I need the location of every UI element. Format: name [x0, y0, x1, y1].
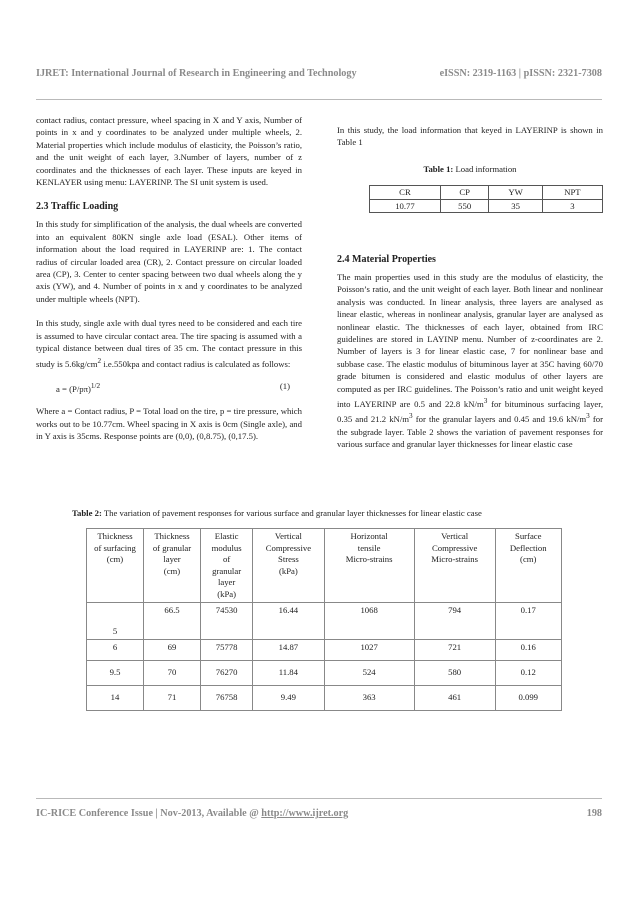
table2-cell: 0.12 — [495, 661, 562, 686]
footer-citation — [36, 808, 348, 819]
header-line: Stress — [277, 554, 299, 564]
table2-cell: 524 — [324, 661, 414, 686]
table2-cell: 0.099 — [495, 686, 562, 711]
table1-cell: 10.77 — [370, 199, 441, 212]
table2-cell: 75778 — [201, 640, 253, 661]
table2-cell: 0.16 — [495, 640, 562, 661]
table2-cell: 14.87 — [253, 640, 324, 661]
table2-header-cell — [87, 529, 144, 603]
header-line: (cm) — [106, 554, 124, 564]
header-line: (cm) — [520, 554, 537, 564]
table1-cell: 35 — [489, 199, 542, 212]
table1-cell: 550 — [440, 199, 488, 212]
superscript-2: 2 — [97, 356, 102, 365]
header-line: Compressive — [265, 542, 312, 553]
traffic-loading-paragraph: In this study for simplification of the analysis, the dual wheels are converted into an equivalent 80KN single axle load (ESAL). Other items of information about the load required in LAYERINP are: 1. The contact radius of circular loaded area (CR), 2. Contact pressure on circular loaded area (CP), 3. Center to center spacing between two dual wheels along the y axis (YW), and 4. Number of points in x and y coordinates to be analyzed under multiple wheels (NPT). — [36, 219, 302, 304]
table2-cell: 9.5 — [87, 661, 144, 686]
section-heading-traffic-loading: 2.3 Traffic Loading — [36, 201, 119, 213]
table1-data-row — [370, 199, 603, 212]
table2-header-row — [87, 529, 562, 603]
header-line: of — [223, 554, 231, 564]
header-line: Micro-strains — [431, 554, 479, 564]
table1-load-information — [369, 185, 603, 213]
header-line: Vertical — [441, 531, 469, 541]
header-line: of surfacing — [94, 542, 136, 553]
page-footer — [36, 808, 602, 819]
table2-header-cell — [144, 529, 201, 603]
table2-header-cell — [324, 529, 414, 603]
header-line: modulus — [211, 542, 242, 553]
journal-title: IJRET: International Journal of Research in Engineering and Technology — [36, 68, 357, 79]
equation-text — [56, 380, 100, 395]
material-text-b: for bituminous surfacing layer, 0.35 and 21.2 kN/m — [337, 398, 603, 425]
header-line: tensile — [357, 542, 381, 553]
table1-caption — [337, 163, 603, 175]
table2-cell: 71 — [144, 686, 201, 711]
table1-caption-label: Table 1: — [423, 163, 454, 174]
header-line: Thickness — [97, 531, 133, 541]
table2-header-cell — [495, 529, 562, 603]
table2-cell: 9.49 — [253, 686, 324, 711]
table1-header-cell: YW — [489, 186, 542, 199]
table2-cell: 11.84 — [253, 661, 324, 686]
table2-caption — [72, 508, 592, 518]
table2-row — [87, 603, 562, 640]
header-line: Horizontal — [350, 531, 388, 541]
header-line: (kPa) — [217, 588, 237, 599]
header-line: (kPa) — [278, 565, 298, 576]
page-header — [36, 68, 602, 79]
header-line: Deflection — [509, 542, 547, 553]
superscript-3: 3 — [483, 397, 488, 406]
table2-pavement-responses — [86, 528, 562, 711]
table2-row — [87, 661, 562, 686]
material-properties-paragraph — [337, 271, 603, 450]
material-text-d: for the subgrade layer. Table 2 shows the variation of pavement responses for various surface and granular layer thicknesses for linear elastic case — [337, 414, 603, 450]
dual-tyre-text-b: i.e.550kpa and contact radius is calculated as follows: — [101, 358, 291, 369]
header-line: (cm) — [163, 565, 181, 576]
dual-tyre-paragraph — [36, 317, 302, 370]
table2-cell: 721 — [414, 640, 495, 661]
header-line: layer — [163, 554, 181, 564]
table2-row — [87, 686, 562, 711]
table2-cell: 1027 — [324, 640, 414, 661]
table2-caption-label: Table 2: — [72, 508, 102, 518]
header-line: Thickness — [154, 531, 190, 541]
journal-website-link[interactable]: http://www.ijret.org — [261, 808, 349, 819]
header-line: Compressive — [431, 542, 478, 553]
header-line: of granular — [152, 542, 192, 553]
equation-base: a = (P/pπ) — [56, 383, 91, 394]
table2-cell: 70 — [144, 661, 201, 686]
table2-caption-text: The variation of pavement responses for various surface and granular layer thicknesses for linear elastic case — [101, 508, 482, 518]
superscript-3: 3 — [586, 412, 590, 421]
table1-cell: 3 — [542, 199, 602, 212]
table1-caption-text: Load information — [453, 163, 517, 174]
table2-cell: 66.5 — [144, 603, 201, 640]
table2-cell: 580 — [414, 661, 495, 686]
material-text-c: for the granular layers and 0.45 and 19.6 kN/m — [412, 414, 587, 425]
table1-header-cell: CR — [370, 186, 441, 199]
header-line: Vertical — [274, 531, 302, 541]
table2-cell: 461 — [414, 686, 495, 711]
load-info-intro: In this study, the load information that keyed in LAYERINP is shown in Table 1 — [337, 125, 603, 148]
table1-header-row — [370, 186, 603, 199]
issn-text: eISSN: 2319-1163 | pISSN: 2321-7308 — [439, 68, 602, 79]
equation-exponent: 1/2 — [90, 381, 101, 390]
section-heading-material-properties: 2.4 Material Properties — [337, 254, 436, 266]
contact-radius-paragraph: Where a = Contact radius, P = Total load on the tire, p = tire pressure, which works out to be 10.77cm. Wheel spacing in X axis is 0cm (Single axle), and in Y axis is 35cms. Response points are (0,0), (0,8.75), (0,17.5). — [36, 406, 302, 441]
table2-cell: 794 — [414, 603, 495, 640]
table2-header-cell — [201, 529, 253, 603]
material-text-a: The main properties used in this study are the modulus of elasticity, the Poisson’s ratio, and the unit weight of each layer. Both linear and nonlinear analysis was conducted. In linear analysis, three layers are analysed as linear elastic, whereas in nonlinear analysis, granular layer are analysed as nonlinear elastic. The thicknesses of each layer, obtained from IRC guidelines are stored in LAYINP menu. Number of z-coordinates are 2. Number of layers is 3 for linear elastic case, 7 for nonlinear base and subbase case. The elastic modulus of bituminous layer at 35C having 60/70 grade bitumen is considered and elastic modulus of other layers are computed as per IRC guidelines. The Poisson’s ratio and unit weight keyed into LAYERINP are 0.5 and 22.8 kN/m — [337, 272, 603, 409]
table2-cell: 1068 — [324, 603, 414, 640]
table2-header-cell — [253, 529, 324, 603]
intro-paragraph: contact radius, contact pressure, wheel spacing in X and Y axis, Number of points in x and y coordinates to be analyzed under multiple wheels, 2. Material properties which include modulus of elasticity, the Poisson’s ratio, and the unit weight of each layer, 3.Number of layers, number of z coordinates and the thicknesses of each layer. These inputs are keyed in KENLAYER using menu: LAYERINP. The SI unit system is used. — [36, 115, 302, 188]
table1-header-cell: NPT — [542, 186, 602, 199]
table2-cell: 14 — [87, 686, 144, 711]
footer-prefix: IC-RICE Conference Issue | Nov-2013, Available @ — [36, 808, 262, 819]
left-column — [36, 114, 302, 442]
header-line: Elastic — [214, 531, 239, 541]
table2-cell: 0.17 — [495, 603, 562, 640]
superscript-3: 3 — [409, 412, 413, 421]
dual-tyre-text-a: In this study, single axle with dual tyres need to be considered and each tire is assumed to have circular contact area. The tire spacing is assumed with a typical distance between dual tires of 35 cm. The contact pressure in this study is 5.6kg/cm — [36, 318, 302, 369]
right-column — [337, 124, 603, 451]
table2-header-cell — [414, 529, 495, 603]
table2-cell: 69 — [144, 640, 201, 661]
footer-divider — [36, 798, 602, 799]
table2-cell: 6 — [87, 640, 144, 661]
header-line: Micro-strains — [345, 554, 393, 564]
table2-cell: 16.44 — [253, 603, 324, 640]
table2-cell: 363 — [324, 686, 414, 711]
table2-cell: 76270 — [201, 661, 253, 686]
table1-header-cell: CP — [440, 186, 488, 199]
table2-cell: 5 — [87, 603, 144, 640]
header-line: granular — [212, 565, 242, 576]
equation-1 — [36, 380, 302, 395]
equation-number: (1) — [279, 380, 290, 391]
table2-row — [87, 640, 562, 661]
header-line: layer — [217, 577, 236, 587]
table2-cell: 74530 — [201, 603, 253, 640]
table2-cell: 76758 — [201, 686, 253, 711]
header-line: Surface — [514, 531, 542, 541]
header-divider — [36, 99, 602, 100]
page-number: 198 — [586, 808, 602, 819]
